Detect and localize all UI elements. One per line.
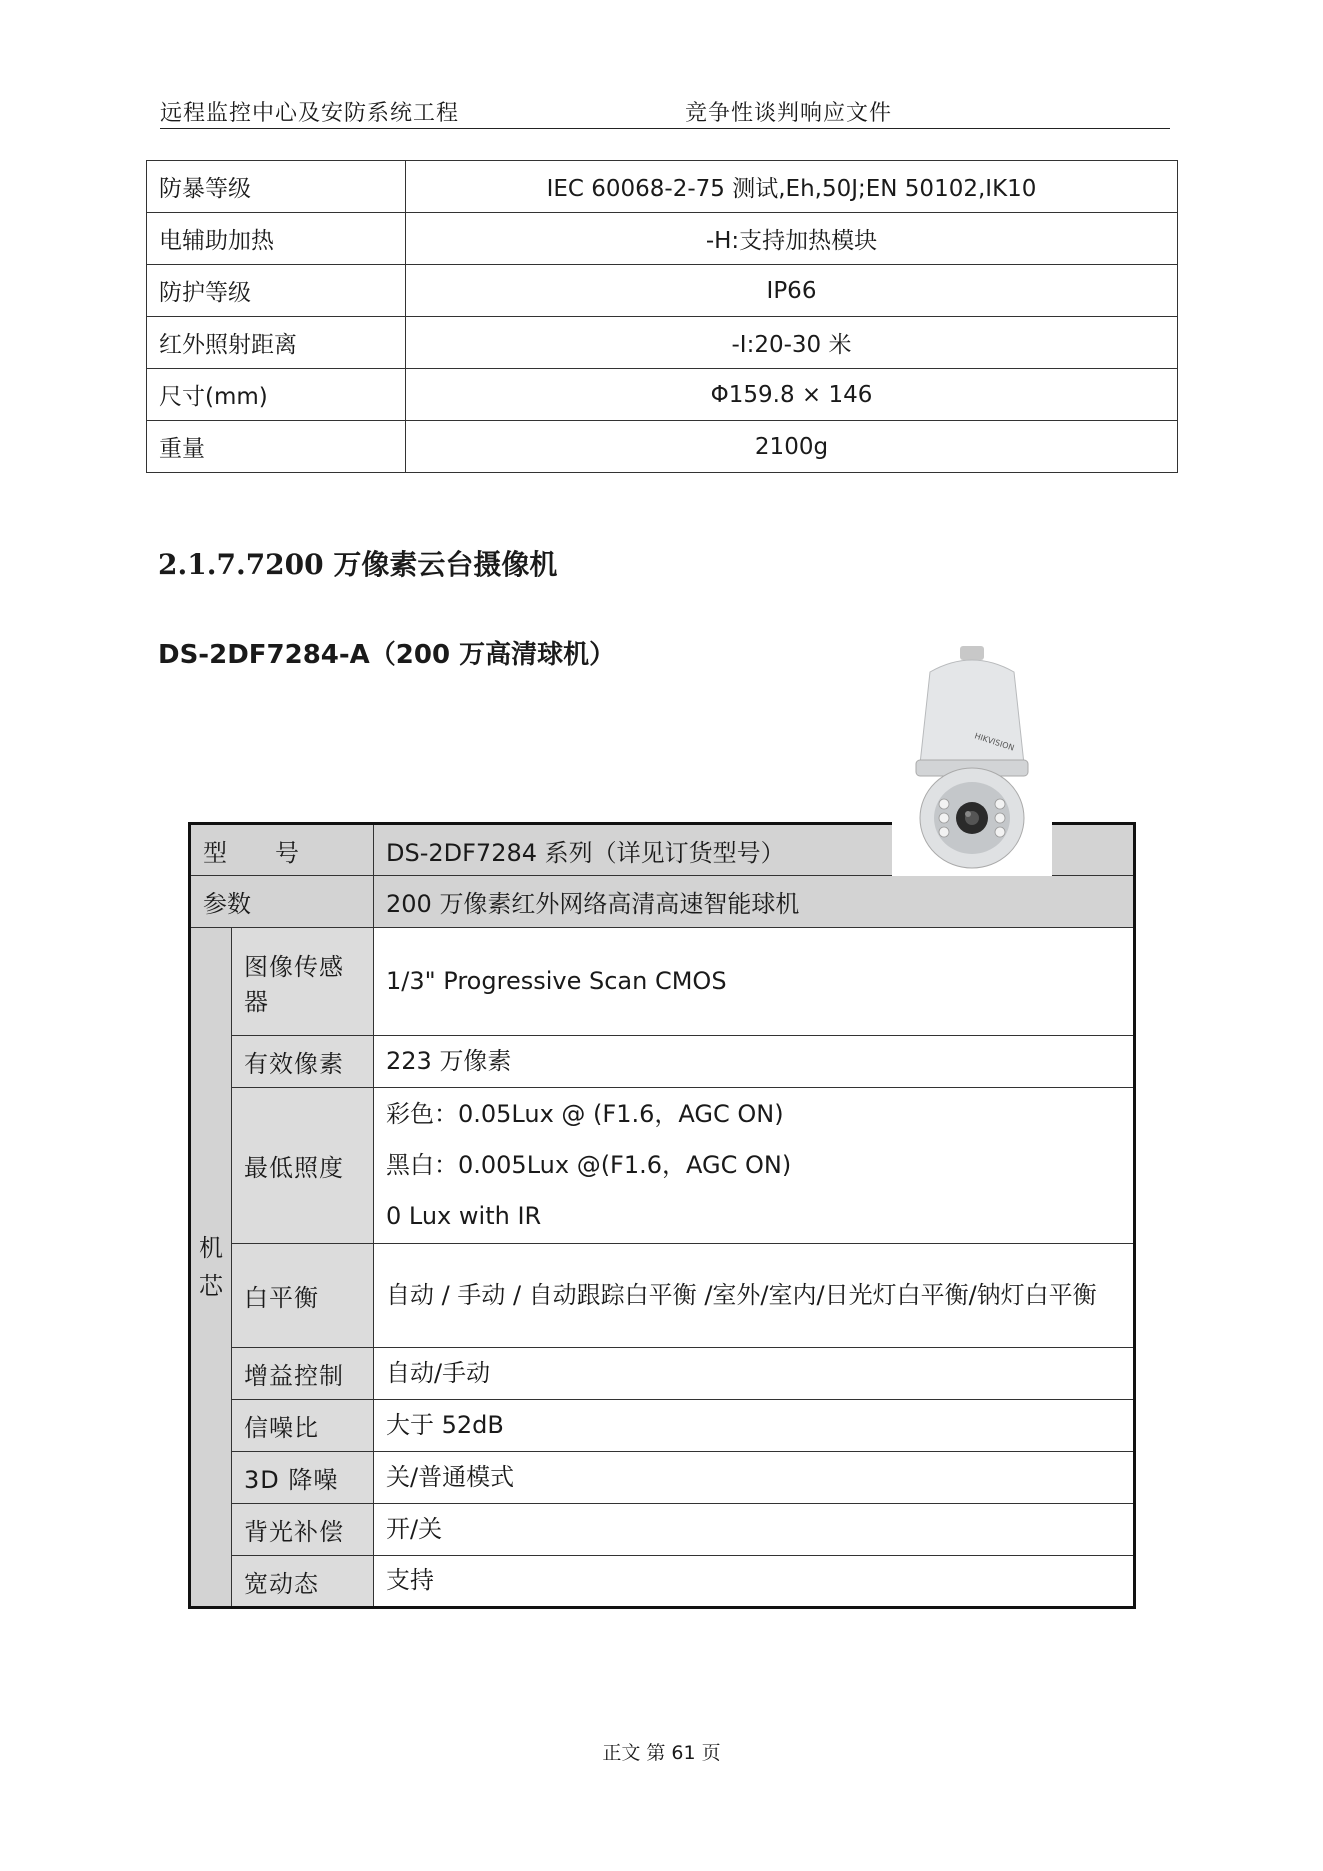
table-row <box>190 1556 1135 1608</box>
row-label: 图像传感器 <box>232 928 374 1036</box>
group-label: 机芯 <box>190 928 232 1608</box>
row-value <box>374 1244 1135 1348</box>
row-label: 尺寸(mm) <box>147 369 406 421</box>
camera-brand-logo: HIKVISION <box>973 731 1016 753</box>
camera-image <box>892 642 1052 876</box>
row-label: 增益控制 <box>232 1348 374 1400</box>
table-row <box>190 1244 1135 1348</box>
row-value: IEC 60068-2-75 测试,Eh,50J;EN 50102,IK10 <box>406 161 1178 213</box>
value-line: 彩色：0.05Lux @ (F1.6，AGC ON) <box>386 1100 784 1128</box>
row-label: 3D 降噪 <box>232 1452 374 1504</box>
value-line: 自动/手动 <box>386 1358 491 1387</box>
spec-table-1 <box>146 160 1178 473</box>
row-value: -H:支持加热模块 <box>406 213 1178 265</box>
table-row <box>190 876 1135 928</box>
row-label: 重量 <box>147 421 406 473</box>
row-label: 最低照度 <box>232 1088 374 1244</box>
page-footer: 正文 第 61 页 <box>602 1742 721 1764</box>
model-heading: DS-2DF7284-A（200 万高清球机） <box>158 640 616 670</box>
row-value <box>374 1452 1135 1504</box>
value-line: 大于 52dB <box>386 1410 504 1439</box>
row-value <box>374 1556 1135 1608</box>
table-row <box>190 1400 1135 1452</box>
param-value: 200 万像素红外网络高清高速智能球机 <box>374 876 1135 928</box>
value-line: 开/关 <box>386 1514 443 1543</box>
table-row <box>147 265 1178 317</box>
value-line: 223 万像素 <box>386 1046 512 1075</box>
table-row <box>190 1452 1135 1504</box>
row-label: 防护等级 <box>147 265 406 317</box>
row-value: IP66 <box>406 265 1178 317</box>
row-label: 防暴等级 <box>147 161 406 213</box>
value-line: 自动 / 手动 / 自动跟踪白平衡 /室外/室内/日光灯白平衡/钠灯白平衡 <box>386 1281 1097 1309</box>
table-row <box>190 1036 1135 1088</box>
row-label: 信噪比 <box>232 1400 374 1452</box>
row-value <box>374 928 1135 1036</box>
table-row <box>147 369 1178 421</box>
model-label: 型 号 <box>190 824 374 876</box>
row-value <box>374 1400 1135 1452</box>
row-value <box>374 1504 1135 1556</box>
table-row <box>190 1088 1135 1244</box>
value-line: 支持 <box>386 1566 434 1595</box>
row-value: -I:20-30 米 <box>406 317 1178 369</box>
value-line: 0 Lux with IR <box>386 1202 542 1230</box>
table-row <box>147 317 1178 369</box>
table-row <box>190 928 1135 1036</box>
camera-mount <box>960 646 984 660</box>
row-value <box>374 1088 1135 1244</box>
row-label: 红外照射距离 <box>147 317 406 369</box>
table-row <box>147 161 1178 213</box>
row-label: 宽动态 <box>232 1556 374 1608</box>
header-project-title: 远程监控中心及安防系统工程 <box>160 101 460 126</box>
row-value: 2100g <box>406 421 1178 473</box>
table-row <box>190 1348 1135 1400</box>
table-row <box>147 213 1178 265</box>
header-document-title: 竞争性谈判响应文件 <box>685 101 893 126</box>
section-heading: 2.1.7.7200 万像素云台摄像机 <box>158 548 558 581</box>
table-row <box>147 421 1178 473</box>
param-label: 参数 <box>190 876 374 928</box>
value-line: 关/普通模式 <box>386 1462 515 1491</box>
row-value: Φ159.8 × 146 <box>406 369 1178 421</box>
table-row <box>190 1504 1135 1556</box>
value-line: 1/3" Progressive Scan CMOS <box>386 966 727 995</box>
row-label: 背光补偿 <box>232 1504 374 1556</box>
page-header <box>160 92 1170 129</box>
spec-table-2 <box>188 822 1136 1609</box>
row-value <box>374 1348 1135 1400</box>
row-label: 有效像素 <box>232 1036 374 1088</box>
value-line: 黑白：0.005Lux @(F1.6，AGC ON) <box>386 1151 792 1179</box>
row-label: 白平衡 <box>232 1244 374 1348</box>
model-value: DS-2DF7284 系列（详见订货型号） <box>374 824 1135 876</box>
row-label: 电辅助加热 <box>147 213 406 265</box>
row-value <box>374 1036 1135 1088</box>
